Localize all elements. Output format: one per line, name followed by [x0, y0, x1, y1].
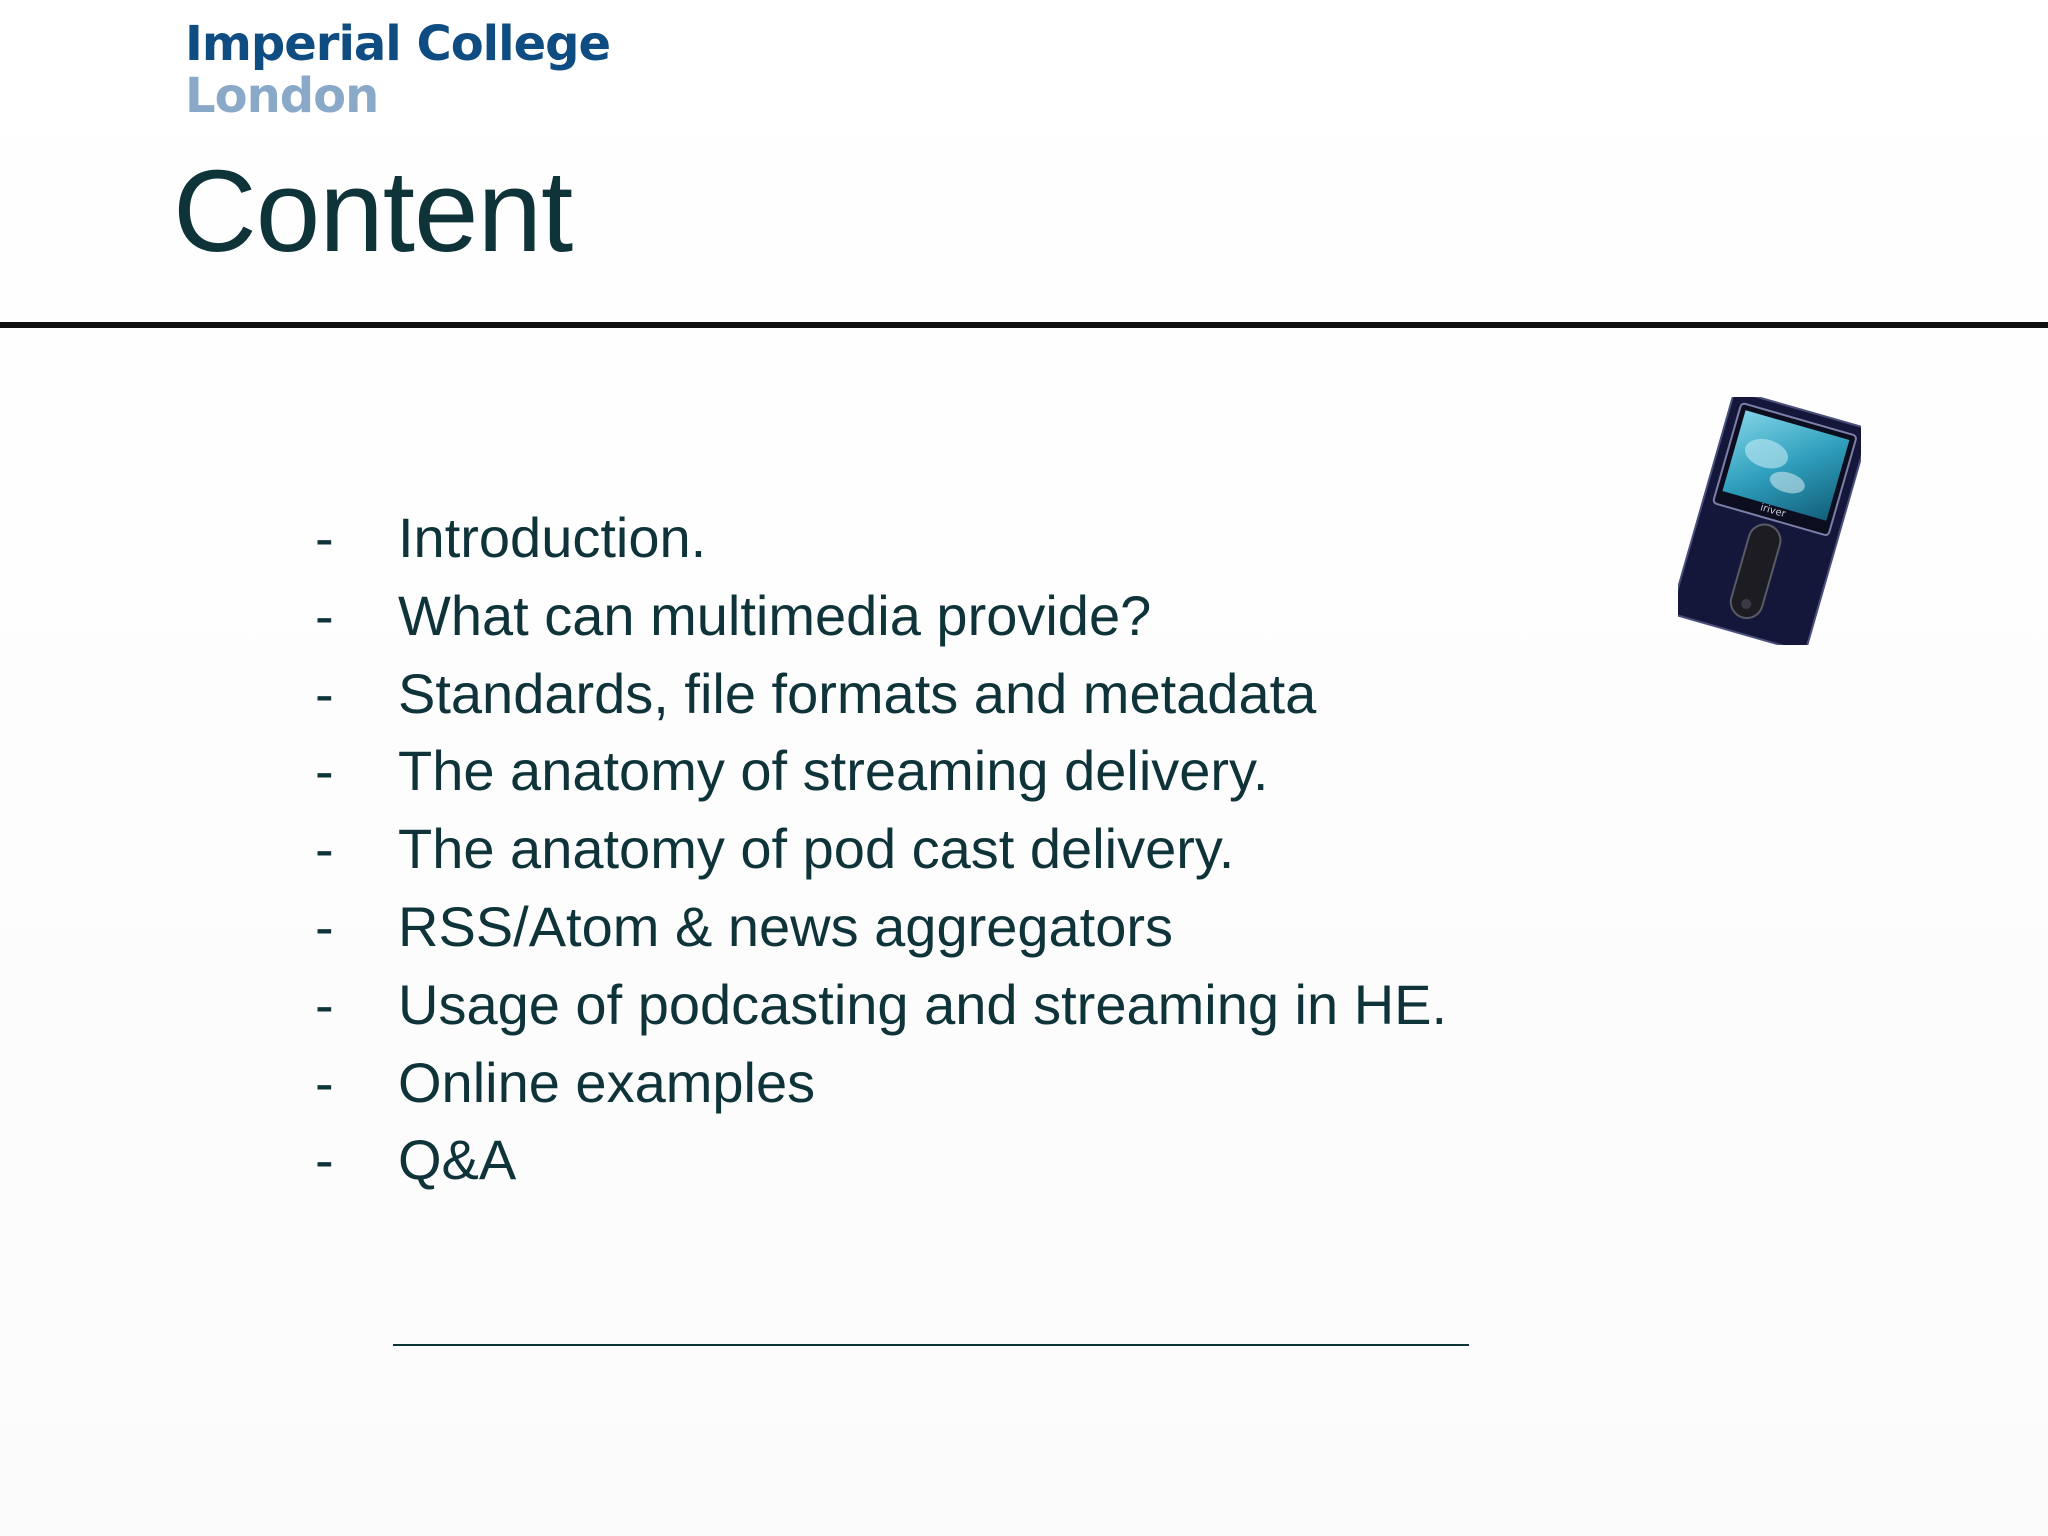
logo-line-1: Imperial College — [185, 16, 611, 72]
bullet-dash: - — [315, 817, 334, 881]
bottom-divider — [393, 1344, 1469, 1346]
list-item — [310, 972, 1447, 1050]
list-item-text: Q&A — [398, 1128, 517, 1192]
content-list — [310, 505, 1447, 1205]
list-item — [310, 583, 1447, 661]
list-item-text: The anatomy of streaming delivery. — [398, 739, 1269, 803]
bullet-dash: - — [315, 894, 334, 958]
bullet-dash: - — [315, 1050, 334, 1114]
bullet-dash: - — [315, 506, 334, 569]
list-item-text: RSS/Atom & news aggregators — [398, 894, 1174, 958]
list-item-text: Online examples — [398, 1050, 816, 1114]
list-item-text: What can multimedia provide? — [398, 583, 1152, 647]
imperial-college-logo — [185, 16, 611, 124]
bullet-dash: - — [315, 972, 334, 1036]
list-item — [310, 816, 1447, 894]
mp3-player-icon — [1678, 397, 1861, 645]
bullet-dash: - — [315, 1128, 334, 1192]
list-item — [310, 738, 1447, 816]
list-item — [310, 894, 1447, 972]
list-item — [310, 505, 1447, 583]
slide-title: Content — [173, 146, 573, 276]
bullet-dash: - — [315, 661, 334, 725]
list-item — [310, 661, 1447, 739]
list-item-text: Standards, file formats and metadata — [398, 661, 1317, 725]
svg-text:iriver: iriver — [1758, 502, 1787, 521]
list-item-text: The anatomy of pod cast delivery. — [398, 817, 1235, 881]
list-item — [310, 1050, 1447, 1128]
title-divider — [0, 322, 2048, 328]
bullet-dash: - — [315, 583, 334, 647]
list-item-text: Usage of podcasting and streaming in HE. — [398, 972, 1448, 1036]
list-item — [310, 1127, 1447, 1205]
logo-line-2: London — [185, 68, 379, 124]
bullet-dash: - — [315, 739, 334, 803]
list-item-text: Introduction. — [398, 506, 707, 569]
